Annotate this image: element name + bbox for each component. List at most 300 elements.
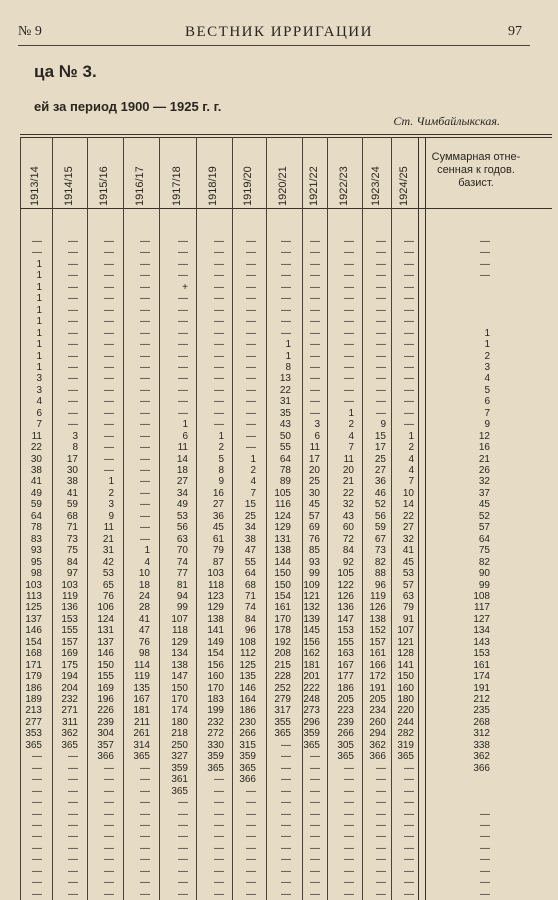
- table-cell: 46: [374, 487, 386, 499]
- table-cell: 76: [102, 590, 114, 602]
- table-cell: —: [104, 270, 114, 282]
- table-cell: 4: [408, 453, 414, 465]
- table-cell: —: [178, 888, 188, 900]
- table-cell: 32: [402, 533, 414, 545]
- table-cell: 69: [308, 522, 320, 534]
- table-cell: —: [140, 522, 150, 534]
- table-cell: 138: [369, 613, 386, 625]
- summary-cell: —: [480, 865, 490, 877]
- table-cell: 1: [348, 407, 354, 419]
- table-cell: 47: [138, 625, 150, 637]
- table-cell: 56: [176, 522, 188, 534]
- column-header: 1915/16: [98, 166, 110, 206]
- table-cell: 186: [239, 705, 256, 717]
- table-cell: —: [376, 247, 386, 259]
- table-cell: 141: [397, 659, 414, 671]
- table-cell: 98: [30, 568, 42, 580]
- table-cell: 41: [66, 487, 78, 499]
- table-cell: 38: [66, 476, 78, 488]
- table-cell: —: [214, 808, 224, 820]
- table-cell: —: [214, 327, 224, 339]
- table-cell: 266: [337, 728, 354, 740]
- table-cell: 85: [308, 545, 320, 557]
- table-cell: —: [281, 842, 291, 854]
- table-cell: 18: [176, 465, 188, 476]
- table-cell: 192: [274, 636, 291, 648]
- summary-cell: —: [480, 808, 490, 820]
- table-cell: —: [32, 831, 42, 843]
- table-cell: 1: [285, 339, 291, 351]
- table-cell: 49: [176, 499, 188, 511]
- table-cell: 53: [402, 568, 414, 580]
- table-cell: 172: [369, 671, 386, 683]
- column-header: 1920/21: [277, 166, 289, 206]
- column-header: 1924/25: [397, 166, 410, 206]
- table-cell: —: [246, 304, 256, 316]
- table-cell: —: [310, 877, 320, 889]
- table-cell: 365: [397, 751, 414, 763]
- table-cell: 232: [207, 716, 224, 728]
- table-cell: —: [310, 270, 320, 282]
- table-cell: —: [68, 797, 78, 809]
- summary-cell: 3: [484, 361, 490, 373]
- table-cell: —: [404, 877, 414, 889]
- table-cell: 3: [36, 373, 42, 385]
- summary-cell: 153: [473, 648, 490, 660]
- table-cell: 22: [30, 442, 42, 454]
- table-cell: —: [214, 819, 224, 831]
- table-cell: —: [214, 339, 224, 351]
- table-cell: —: [310, 762, 320, 774]
- table-cell: 174: [171, 705, 188, 717]
- table-cell: 53: [102, 568, 114, 580]
- table-cell: —: [214, 247, 224, 259]
- table-cell: —: [104, 762, 114, 774]
- column-divider: [425, 137, 426, 900]
- summary-cell: 1: [484, 339, 490, 351]
- table-cell: 154: [207, 648, 224, 660]
- table-cell: 1: [36, 293, 42, 305]
- table-cell: 92: [342, 556, 354, 568]
- table-cell: —: [376, 236, 386, 247]
- table-cell: —: [281, 808, 291, 820]
- table-cell: 31: [279, 396, 291, 408]
- column-header: 1922/23: [337, 166, 350, 206]
- table-cell: 252: [274, 682, 291, 694]
- table-cell: —: [246, 327, 256, 339]
- table-cell: —: [246, 339, 256, 351]
- table-cell: —: [104, 785, 114, 797]
- table-cell: 2: [348, 419, 354, 431]
- table-cell: 83: [30, 533, 42, 545]
- table-cell: 138: [207, 613, 224, 625]
- table-cell: 152: [369, 625, 386, 637]
- table-cell: 163: [337, 648, 354, 660]
- table-cell: —: [310, 407, 320, 419]
- table-cell: 43: [279, 419, 291, 431]
- table-cell: 359: [303, 728, 320, 740]
- table-cell: —: [214, 854, 224, 866]
- table-cell: —: [140, 865, 150, 877]
- table-cell: 179: [25, 671, 42, 683]
- table-cell: 76: [308, 533, 320, 545]
- table-cell: 70: [176, 545, 188, 557]
- table-cell: —: [344, 247, 354, 259]
- journal-title: ВЕСТНИК ИРРИГАЦИИ: [185, 24, 373, 40]
- table-cell: 181: [303, 659, 320, 671]
- table-cell: —: [68, 258, 78, 270]
- table-cell: —: [178, 877, 188, 889]
- table-cell: 68: [244, 579, 256, 591]
- table-cell: —: [344, 396, 354, 408]
- table-cell: —: [68, 384, 78, 396]
- table-cell: 1: [36, 350, 42, 362]
- table-cell: —: [376, 316, 386, 328]
- table-cell: —: [281, 304, 291, 316]
- table-cell: 75: [66, 545, 78, 557]
- table-cell: —: [376, 258, 386, 270]
- table-cell: —: [68, 373, 78, 385]
- table-cell: —: [104, 316, 114, 328]
- table-cell: —: [68, 808, 78, 820]
- table-cell: 132: [303, 602, 320, 614]
- column-header: 1919/20: [242, 166, 254, 206]
- table-cell: —: [376, 373, 386, 385]
- table-cell: —: [376, 327, 386, 339]
- summary-cell: —: [480, 247, 490, 259]
- table-cell: —: [104, 831, 114, 843]
- table-cell: —: [140, 842, 150, 854]
- table-cell: —: [68, 304, 78, 316]
- table-cell: 60: [342, 522, 354, 534]
- table-cell: 113: [26, 590, 42, 602]
- table-cell: —: [344, 831, 354, 843]
- table-cell: —: [104, 304, 114, 316]
- table-cell: —: [376, 304, 386, 316]
- table-cell: 191: [369, 682, 386, 694]
- table-cell: 327: [171, 751, 188, 763]
- table-cell: 365: [207, 762, 224, 774]
- summary-cell: 21: [478, 453, 490, 465]
- table-cell: —: [246, 785, 256, 797]
- table-cell: —: [140, 419, 150, 431]
- table-cell: 55: [279, 442, 291, 454]
- table-cell: 1: [36, 316, 42, 328]
- table-cell: —: [104, 465, 114, 476]
- table-cell: —: [214, 396, 224, 408]
- table-cell: 366: [239, 774, 256, 786]
- summary-cell: 82: [478, 556, 490, 568]
- table-cell: —: [214, 236, 224, 247]
- table-cell: 160: [397, 682, 414, 694]
- table-cell: 365: [274, 728, 291, 740]
- table-cell: —: [404, 419, 414, 431]
- table-cell: 76: [138, 636, 150, 648]
- table-cell: 156: [303, 636, 320, 648]
- table-cell: 157: [369, 636, 386, 648]
- table-cell: —: [376, 808, 386, 820]
- table-cell: 2: [408, 442, 414, 454]
- table-cell: —: [178, 316, 188, 328]
- table-cell: —: [214, 373, 224, 385]
- table-cell: —: [404, 831, 414, 843]
- table-cell: 30: [308, 487, 320, 499]
- table-cell: —: [140, 247, 150, 259]
- table-cell: 220: [397, 705, 414, 717]
- table-cell: —: [104, 865, 114, 877]
- table-cell: 53: [176, 510, 188, 522]
- table-cell: 6: [182, 430, 188, 442]
- table-cell: —: [376, 270, 386, 282]
- table-cell: 81: [176, 579, 188, 591]
- table-cell: —: [140, 442, 150, 454]
- table-cell: 189: [25, 694, 42, 705]
- table-cell: —: [104, 327, 114, 339]
- table-cell: 18: [138, 579, 150, 591]
- table-cell: 99: [176, 602, 188, 614]
- table-cell: 311: [62, 716, 78, 728]
- table-cell: —: [246, 258, 256, 270]
- table-cell: —: [214, 316, 224, 328]
- table-cell: —: [310, 350, 320, 362]
- table-cell: 74: [176, 556, 188, 568]
- table-cell: —: [178, 247, 188, 259]
- table-cell: —: [344, 888, 354, 900]
- page-number: 97: [508, 24, 522, 39]
- table-cell: 123: [207, 590, 224, 602]
- table-cell: 226: [97, 705, 114, 717]
- table-cell: 279: [274, 694, 291, 705]
- summary-cell: —: [480, 877, 490, 889]
- table-cell: —: [246, 419, 256, 431]
- table-cell: 139: [303, 613, 320, 625]
- table-cell: 196: [97, 694, 114, 705]
- summary-cell: 134: [473, 625, 490, 637]
- table-cell: —: [178, 293, 188, 305]
- summary-cell: 212: [473, 694, 490, 705]
- table-cell: +: [182, 281, 188, 293]
- table-cell: —: [68, 774, 78, 786]
- table-cell: 155: [337, 636, 354, 648]
- table-cell: 1: [108, 476, 114, 488]
- table-cell: 155: [61, 625, 78, 637]
- table-cell: 50: [279, 430, 291, 442]
- table-cell: —: [32, 236, 42, 247]
- table-cell: 119: [370, 590, 386, 602]
- table-cell: 11: [343, 453, 354, 465]
- table-cell: —: [140, 373, 150, 385]
- table-cell: 355: [274, 716, 291, 728]
- table-cell: —: [140, 533, 150, 545]
- summary-cell: 32: [478, 476, 490, 488]
- table-cell: —: [310, 854, 320, 866]
- table-cell: —: [140, 304, 150, 316]
- table-cell: 67: [374, 533, 386, 545]
- table-cell: —: [310, 396, 320, 408]
- table-cell: —: [344, 236, 354, 247]
- table-cell: —: [214, 774, 224, 786]
- table-cell: —: [344, 327, 354, 339]
- table-cell: 4: [408, 465, 414, 476]
- table-cell: 181: [133, 705, 150, 717]
- table-cell: 147: [171, 671, 188, 683]
- table-cell: —: [68, 247, 78, 259]
- summary-cell: 26: [478, 465, 490, 476]
- table-cell: 91: [402, 613, 414, 625]
- table-cell: —: [344, 842, 354, 854]
- column-divider: [123, 137, 124, 900]
- table-cell: —: [404, 373, 414, 385]
- table-cell: —: [140, 316, 150, 328]
- table-cell: —: [281, 831, 291, 843]
- table-cell: —: [104, 361, 114, 373]
- table-cell: —: [310, 258, 320, 270]
- table-cell: 32: [342, 499, 354, 511]
- table-cell: —: [214, 293, 224, 305]
- summary-cell: 7: [484, 407, 490, 419]
- table-cell: 42: [102, 556, 114, 568]
- table-cell: 8: [72, 442, 78, 454]
- table-cell: 30: [30, 453, 42, 465]
- table-cell: —: [344, 304, 354, 316]
- table-cell: 94: [176, 590, 188, 602]
- table-cell: 38: [30, 465, 42, 476]
- table-cell: 1: [36, 258, 42, 270]
- column-divider: [362, 137, 363, 900]
- table-cell: —: [32, 854, 42, 866]
- table-cell: 84: [244, 613, 256, 625]
- table-cell: —: [214, 270, 224, 282]
- table-cell: 27: [402, 522, 414, 534]
- summary-cell: 2: [484, 350, 490, 362]
- table-cell: 124: [97, 613, 114, 625]
- table-cell: —: [68, 865, 78, 877]
- column-divider: [232, 137, 233, 900]
- summary-cell: 90: [478, 568, 490, 580]
- table-cell: 2: [250, 465, 256, 476]
- table-cell: —: [344, 785, 354, 797]
- table-cell: 361: [171, 774, 188, 786]
- table-cell: 167: [133, 694, 150, 705]
- table-cell: 126: [337, 590, 354, 602]
- table-cell: 157: [61, 636, 78, 648]
- table-cell: 365: [133, 751, 150, 763]
- table-cell: 84: [342, 545, 354, 557]
- table-cell: —: [178, 407, 188, 419]
- table-cell: —: [246, 865, 256, 877]
- table-cell: —: [68, 236, 78, 247]
- table-cell: —: [344, 877, 354, 889]
- table-cell: —: [104, 384, 114, 396]
- table-cell: —: [214, 304, 224, 316]
- table-cell: 305: [337, 739, 354, 751]
- table-cell: —: [104, 247, 114, 259]
- table-cell: —: [310, 751, 320, 763]
- table-cell: 248: [303, 694, 320, 705]
- table-cell: —: [214, 419, 224, 431]
- table-cell: —: [246, 350, 256, 362]
- table-cell: 61: [212, 533, 224, 545]
- table-cell: —: [32, 247, 42, 259]
- table-cell: 82: [374, 556, 386, 568]
- table-cell: —: [178, 327, 188, 339]
- table-cell: 71: [66, 522, 78, 534]
- table-cell: —: [246, 442, 256, 454]
- table-cell: —: [281, 281, 291, 293]
- table-cell: —: [246, 384, 256, 396]
- table-cell: —: [404, 350, 414, 362]
- table-cell: 2: [108, 487, 114, 499]
- table-cell: —: [281, 819, 291, 831]
- header-rule: [18, 45, 530, 46]
- table-cell: 186: [25, 682, 42, 694]
- table-cell: 16: [212, 487, 224, 499]
- table-cell: 109: [303, 579, 320, 591]
- table-cell: —: [246, 808, 256, 820]
- table-cell: 218: [171, 728, 188, 740]
- table-cell: —: [68, 293, 78, 305]
- table-cell: 1: [144, 545, 150, 557]
- table-cell: —: [404, 785, 414, 797]
- table-cell: 211: [134, 716, 150, 728]
- table-cell: —: [310, 373, 320, 385]
- table-cell: 169: [97, 682, 114, 694]
- table-cell: —: [140, 831, 150, 843]
- column-divider: [266, 137, 267, 900]
- column-divider: [52, 137, 53, 900]
- table-cell: —: [344, 339, 354, 351]
- table-cell: —: [68, 831, 78, 843]
- table-cell: —: [246, 361, 256, 373]
- summary-cell: 191: [473, 682, 490, 694]
- table-cell: —: [404, 339, 414, 351]
- table-cell: 1: [285, 350, 291, 362]
- table-cell: 22: [402, 510, 414, 522]
- table-cell: —: [376, 384, 386, 396]
- table-cell: —: [140, 797, 150, 809]
- table-cell: —: [32, 808, 42, 820]
- table-cell: 22: [342, 487, 354, 499]
- table-cell: —: [246, 430, 256, 442]
- table-cell: 177: [337, 671, 354, 683]
- table-cell: —: [214, 350, 224, 362]
- table-cell: 137: [25, 613, 42, 625]
- table-cell: —: [178, 270, 188, 282]
- table-cell: 119: [62, 590, 78, 602]
- table-cell: —: [140, 384, 150, 396]
- table-cell: —: [68, 854, 78, 866]
- table-cell: —: [140, 877, 150, 889]
- table-cell: 136: [337, 602, 354, 614]
- table-cell: —: [140, 281, 150, 293]
- table-cell: 25: [244, 510, 256, 522]
- column-divider: [391, 137, 392, 900]
- table-cell: 31: [102, 545, 114, 557]
- table-cell: 118: [172, 625, 188, 637]
- table-cell: —: [32, 774, 42, 786]
- table-cell: 21: [102, 533, 114, 545]
- table-cell: —: [376, 350, 386, 362]
- table-cell: —: [404, 384, 414, 396]
- column-divider: [418, 137, 419, 900]
- table-cell: 1: [36, 361, 42, 373]
- table-cell: 362: [369, 739, 386, 751]
- table-cell: —: [68, 350, 78, 362]
- table-cell: —: [376, 842, 386, 854]
- table-cell: 294: [369, 728, 386, 740]
- table-cell: —: [140, 293, 150, 305]
- column-header: 1914/15: [62, 166, 75, 206]
